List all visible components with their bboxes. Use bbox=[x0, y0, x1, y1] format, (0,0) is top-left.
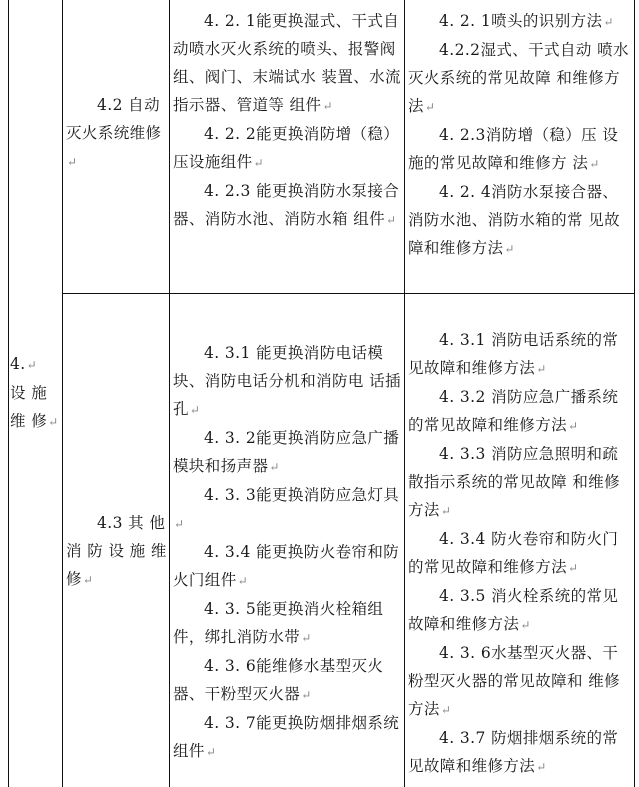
return-mark: ↵ bbox=[82, 573, 94, 587]
section-cell bbox=[10, 350, 62, 436]
knowledge-cell bbox=[408, 7, 634, 263]
return-mark: ↵ bbox=[424, 100, 436, 114]
return-mark: ↵ bbox=[589, 157, 600, 171]
skill-item: 4. 3. 2能更换消防应急广播模块和扬声器 bbox=[173, 429, 400, 475]
return-mark: ↵ bbox=[536, 362, 547, 376]
return-mark: ↵ bbox=[322, 99, 333, 113]
return-mark: ↵ bbox=[440, 504, 452, 518]
skill-item: 4. 3.4 能更换防火卷帘和防火门组件 bbox=[173, 543, 400, 589]
knowledge-item: 4. 2. 1喷头的识别方法 bbox=[439, 12, 603, 30]
skill-item: 4. 3. 5能更换消火栓箱组件，绑扎消防水带 bbox=[173, 600, 384, 646]
return-mark: ↵ bbox=[301, 688, 312, 702]
skill-item: 4. 3. 7能更换防烟排烟系统组件 bbox=[173, 714, 400, 760]
section-number: 4. bbox=[10, 355, 26, 373]
return-mark: ↵ bbox=[440, 703, 452, 717]
section-title-line1: 设 施 bbox=[10, 384, 48, 402]
return-mark: ↵ bbox=[269, 460, 280, 474]
return-mark: ↵ bbox=[48, 415, 59, 429]
table-divider-col2 bbox=[169, 0, 170, 787]
unit-title: 4.3 其 他 消 防 设 施 维 修 bbox=[66, 514, 167, 588]
knowledge-item: 4. 3.7 防烟排烟系统的常见故障和维修方法 bbox=[408, 729, 619, 775]
return-mark: ↵ bbox=[536, 760, 547, 774]
skill-item: 4. 3. 6能维修水基型灭火器、干粉型灭火器 bbox=[173, 657, 384, 703]
return-mark: ↵ bbox=[520, 618, 531, 632]
table-border-left bbox=[8, 0, 9, 787]
skill-item: 4. 2.3 能更换消防水泵接合器、消防水池、消防水箱 组件 bbox=[173, 182, 400, 228]
return-mark: ↵ bbox=[301, 631, 312, 645]
return-mark: ↵ bbox=[174, 517, 185, 531]
return-mark: ↵ bbox=[67, 155, 78, 169]
return-mark: ↵ bbox=[253, 156, 264, 170]
skills-cell bbox=[173, 339, 405, 766]
return-mark: ↵ bbox=[603, 15, 614, 29]
return-mark: ↵ bbox=[504, 242, 515, 256]
skill-item: 4. 3.1 能更换消防电话模块、消防电话分机和消防电 话插孔 bbox=[173, 344, 401, 418]
table-border-right bbox=[634, 0, 635, 787]
return-mark: ↵ bbox=[386, 213, 397, 227]
row-separator bbox=[62, 293, 635, 294]
knowledge-item: 4. 3.3 消防应急照明和疏散指示系统的常见故障 和维修方法 bbox=[408, 445, 621, 519]
return-mark: ↵ bbox=[205, 745, 217, 759]
knowledge-item: 4. 3.5 消火栓系统的常见故障和维修方法 bbox=[408, 587, 619, 633]
skill-item: 4. 2. 2能更换消防增（稳）压设施组件 bbox=[173, 125, 400, 171]
knowledge-item: 4. 3.2 消防应急广播系统的常见故障和维修方法 bbox=[408, 388, 619, 434]
knowledge-item: 4. 3.4 防火卷帘和防火门的常见故障和维修方法 bbox=[408, 530, 619, 576]
return-mark: ↵ bbox=[237, 574, 249, 588]
knowledge-item: 4. 3. 6水基型灭火器、干粉型灭火器的常见故障和 维修方法 bbox=[408, 644, 621, 718]
knowledge-cell bbox=[408, 326, 634, 781]
return-mark: ↵ bbox=[189, 403, 201, 417]
unit-title: 4.2 自动灭火系统维修 bbox=[66, 96, 162, 142]
return-mark: ↵ bbox=[568, 419, 579, 433]
return-mark: ↵ bbox=[26, 358, 38, 372]
skill-item: 4. 3. 3能更换消防应急灯具 bbox=[204, 486, 400, 504]
table-divider-col1 bbox=[62, 0, 63, 787]
knowledge-item: 4. 3.1 消防电话系统的常见故障和维修方法 bbox=[408, 331, 619, 377]
unit-cell bbox=[66, 91, 168, 176]
section-title-line2: 维 修 bbox=[10, 412, 48, 430]
skills-cell bbox=[173, 7, 405, 234]
unit-cell bbox=[66, 509, 168, 594]
knowledge-item: 4. 2. 4消防水泵接合器、消防水池、消防水箱的常 见故障和维修方法 bbox=[408, 183, 621, 257]
return-mark: ↵ bbox=[568, 561, 579, 575]
knowledge-item: 4.2.2湿式、干式自动 喷水灭火系统的常见故障 和维修方法 bbox=[408, 41, 629, 115]
skill-item: 4. 2. 1能更换湿式、干式自动喷水灭火系统的喷头、报警阀组、阀门、末端试水 装置、水流指示器、管道等 组件 bbox=[173, 12, 401, 114]
knowledge-item: 4. 2.3消防增（稳）压 设施的常见故障和维修方 法 bbox=[408, 126, 619, 172]
